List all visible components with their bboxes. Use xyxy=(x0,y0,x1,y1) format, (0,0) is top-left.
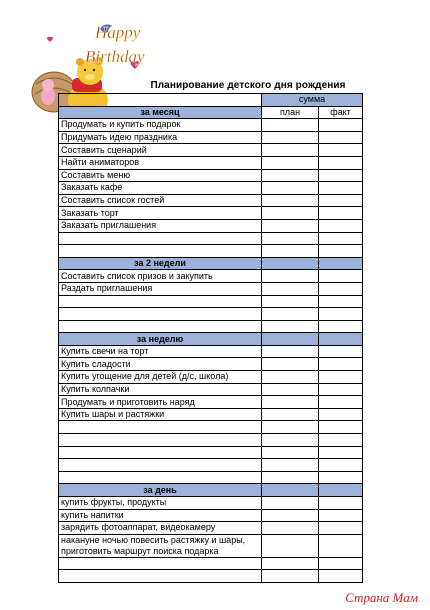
task-cell: Купить свечи на торт xyxy=(59,345,262,358)
task-row xyxy=(59,358,363,371)
section-title: за день xyxy=(59,484,262,497)
section-title: за неделю xyxy=(59,333,262,346)
plan-cell xyxy=(262,282,319,295)
task-row xyxy=(59,282,363,295)
fact-cell xyxy=(319,320,363,333)
task-row xyxy=(59,408,363,421)
plan-cell xyxy=(262,207,319,220)
fact-cell xyxy=(319,557,363,570)
task-cell xyxy=(59,295,262,308)
fact-cell xyxy=(319,509,363,522)
fact-cell xyxy=(319,345,363,358)
fact-cell xyxy=(319,219,363,232)
task-row xyxy=(59,144,363,157)
plan-cell xyxy=(262,509,319,522)
plan-cell xyxy=(262,308,319,321)
task-cell xyxy=(59,557,262,570)
fact-cell xyxy=(319,408,363,421)
fact-cell xyxy=(319,484,363,497)
task-cell: Составить меню xyxy=(59,169,262,182)
task-cell: Составить список призов и закупить xyxy=(59,270,262,283)
task-row xyxy=(59,232,363,245)
fact-cell xyxy=(319,282,363,295)
task-row xyxy=(59,295,363,308)
plan-cell xyxy=(262,557,319,570)
plan-cell xyxy=(262,471,319,484)
task-row xyxy=(59,383,363,396)
plan-cell xyxy=(262,119,319,132)
task-cell: Заказать приглашения xyxy=(59,219,262,232)
plan-cell xyxy=(262,446,319,459)
fact-cell xyxy=(319,207,363,220)
plan-cell xyxy=(262,383,319,396)
task-row xyxy=(59,207,363,220)
task-cell: накануне ночью повесить растяжку и шары, приготовить маршрут поиска подарка xyxy=(59,534,262,557)
fact-cell xyxy=(319,371,363,384)
section-row xyxy=(59,333,363,346)
task-cell xyxy=(59,232,262,245)
plan-cell xyxy=(262,270,319,283)
task-cell: купить напитки xyxy=(59,509,262,522)
fact-cell xyxy=(319,169,363,182)
fact-cell xyxy=(319,295,363,308)
watermark: Страна Мам xyxy=(345,590,418,605)
section-title: за 2 недели xyxy=(59,257,262,270)
plan-cell xyxy=(262,421,319,434)
fact-cell xyxy=(319,434,363,447)
header-empty-cell xyxy=(59,94,262,107)
task-row xyxy=(59,182,363,195)
plan-cell xyxy=(262,534,319,557)
task-row xyxy=(59,156,363,169)
task-cell: Купить колпачки xyxy=(59,383,262,396)
task-row xyxy=(59,557,363,570)
task-row xyxy=(59,270,363,283)
fact-cell xyxy=(319,131,363,144)
fact-cell xyxy=(319,182,363,195)
fact-cell xyxy=(319,522,363,535)
fact-cell xyxy=(319,421,363,434)
task-row xyxy=(59,509,363,522)
plan-cell xyxy=(262,257,319,270)
plan-cell xyxy=(262,333,319,346)
plan-cell xyxy=(262,219,319,232)
plan-cell xyxy=(262,484,319,497)
fact-cell xyxy=(319,358,363,371)
task-row xyxy=(59,345,363,358)
fact-cell xyxy=(319,383,363,396)
fact-cell xyxy=(319,144,363,157)
section-row xyxy=(59,106,363,119)
task-cell xyxy=(59,459,262,472)
task-row xyxy=(59,194,363,207)
section-row xyxy=(59,484,363,497)
task-cell: Найти аниматоров xyxy=(59,156,262,169)
task-row xyxy=(59,119,363,132)
task-row xyxy=(59,169,363,182)
task-row xyxy=(59,522,363,535)
plan-cell xyxy=(262,459,319,472)
fact-cell xyxy=(319,232,363,245)
fact-cell xyxy=(319,270,363,283)
fact-cell xyxy=(319,257,363,270)
header-fact: факт xyxy=(319,106,363,119)
task-cell: Заказать кафе xyxy=(59,182,262,195)
plan-cell xyxy=(262,144,319,157)
plan-cell xyxy=(262,371,319,384)
task-row xyxy=(59,446,363,459)
task-row xyxy=(59,434,363,447)
spacer-row xyxy=(59,471,363,484)
task-cell xyxy=(59,570,262,583)
fact-cell xyxy=(319,459,363,472)
plan-cell xyxy=(262,570,319,583)
plan-cell xyxy=(262,358,319,371)
fact-cell xyxy=(319,446,363,459)
task-cell: Продумать и приготовить наряд xyxy=(59,396,262,409)
task-row xyxy=(59,396,363,409)
task-row xyxy=(59,534,363,557)
plan-cell xyxy=(262,156,319,169)
fact-cell xyxy=(319,534,363,557)
task-row xyxy=(59,308,363,321)
plan-cell xyxy=(262,131,319,144)
task-row xyxy=(59,131,363,144)
section-title: за месяц xyxy=(59,106,262,119)
header-row xyxy=(59,94,363,107)
task-row xyxy=(59,497,363,510)
task-cell: Составить список гостей xyxy=(59,194,262,207)
fact-cell xyxy=(319,333,363,346)
task-cell: Купить шары и растяжки xyxy=(59,408,262,421)
header-plan: план xyxy=(262,106,319,119)
plan-cell xyxy=(262,522,319,535)
logo-text-birthday: Birthday xyxy=(85,47,145,66)
fact-cell xyxy=(319,471,363,484)
plan-cell xyxy=(262,434,319,447)
fact-cell xyxy=(319,194,363,207)
fact-cell xyxy=(319,245,363,258)
task-cell xyxy=(59,471,262,484)
header-sum: сумма xyxy=(262,94,363,107)
planning-table xyxy=(58,93,363,583)
plan-cell xyxy=(262,169,319,182)
fact-cell xyxy=(319,308,363,321)
plan-cell xyxy=(262,194,319,207)
plan-cell xyxy=(262,295,319,308)
plan-cell xyxy=(262,408,319,421)
task-cell xyxy=(59,446,262,459)
task-row xyxy=(59,459,363,472)
task-cell xyxy=(59,308,262,321)
task-cell xyxy=(59,434,262,447)
plan-cell xyxy=(262,182,319,195)
task-cell: Продумать и купить подарок xyxy=(59,119,262,132)
plan-cell xyxy=(262,345,319,358)
task-cell: Составить сценарий xyxy=(59,144,262,157)
task-row xyxy=(59,219,363,232)
plan-cell xyxy=(262,245,319,258)
task-cell xyxy=(59,320,262,333)
fact-cell xyxy=(319,119,363,132)
task-cell: Купить угощение для детей (д/с, школа) xyxy=(59,371,262,384)
plan-cell xyxy=(262,497,319,510)
spacer-row xyxy=(59,245,363,258)
task-cell: Придумать идею праздника xyxy=(59,131,262,144)
logo-text-happy: Happy xyxy=(95,23,141,42)
fact-cell xyxy=(319,497,363,510)
fact-cell xyxy=(319,156,363,169)
task-cell: Заказать торт xyxy=(59,207,262,220)
plan-cell xyxy=(262,396,319,409)
task-cell xyxy=(59,245,262,258)
fact-cell xyxy=(319,396,363,409)
task-cell: зарядить фотоаппарат, видеокамеру xyxy=(59,522,262,535)
task-cell: Раздать приглашения xyxy=(59,282,262,295)
task-row xyxy=(59,570,363,583)
plan-cell xyxy=(262,232,319,245)
fact-cell xyxy=(319,570,363,583)
task-cell: купить фрукты, продукты xyxy=(59,497,262,510)
section-row xyxy=(59,257,363,270)
task-row xyxy=(59,421,363,434)
plan-cell xyxy=(262,320,319,333)
page-title: Планирование детского дня рождения xyxy=(150,80,346,91)
task-cell xyxy=(59,421,262,434)
task-row xyxy=(59,371,363,384)
task-cell: Купить сладости xyxy=(59,358,262,371)
spacer-row xyxy=(59,320,363,333)
